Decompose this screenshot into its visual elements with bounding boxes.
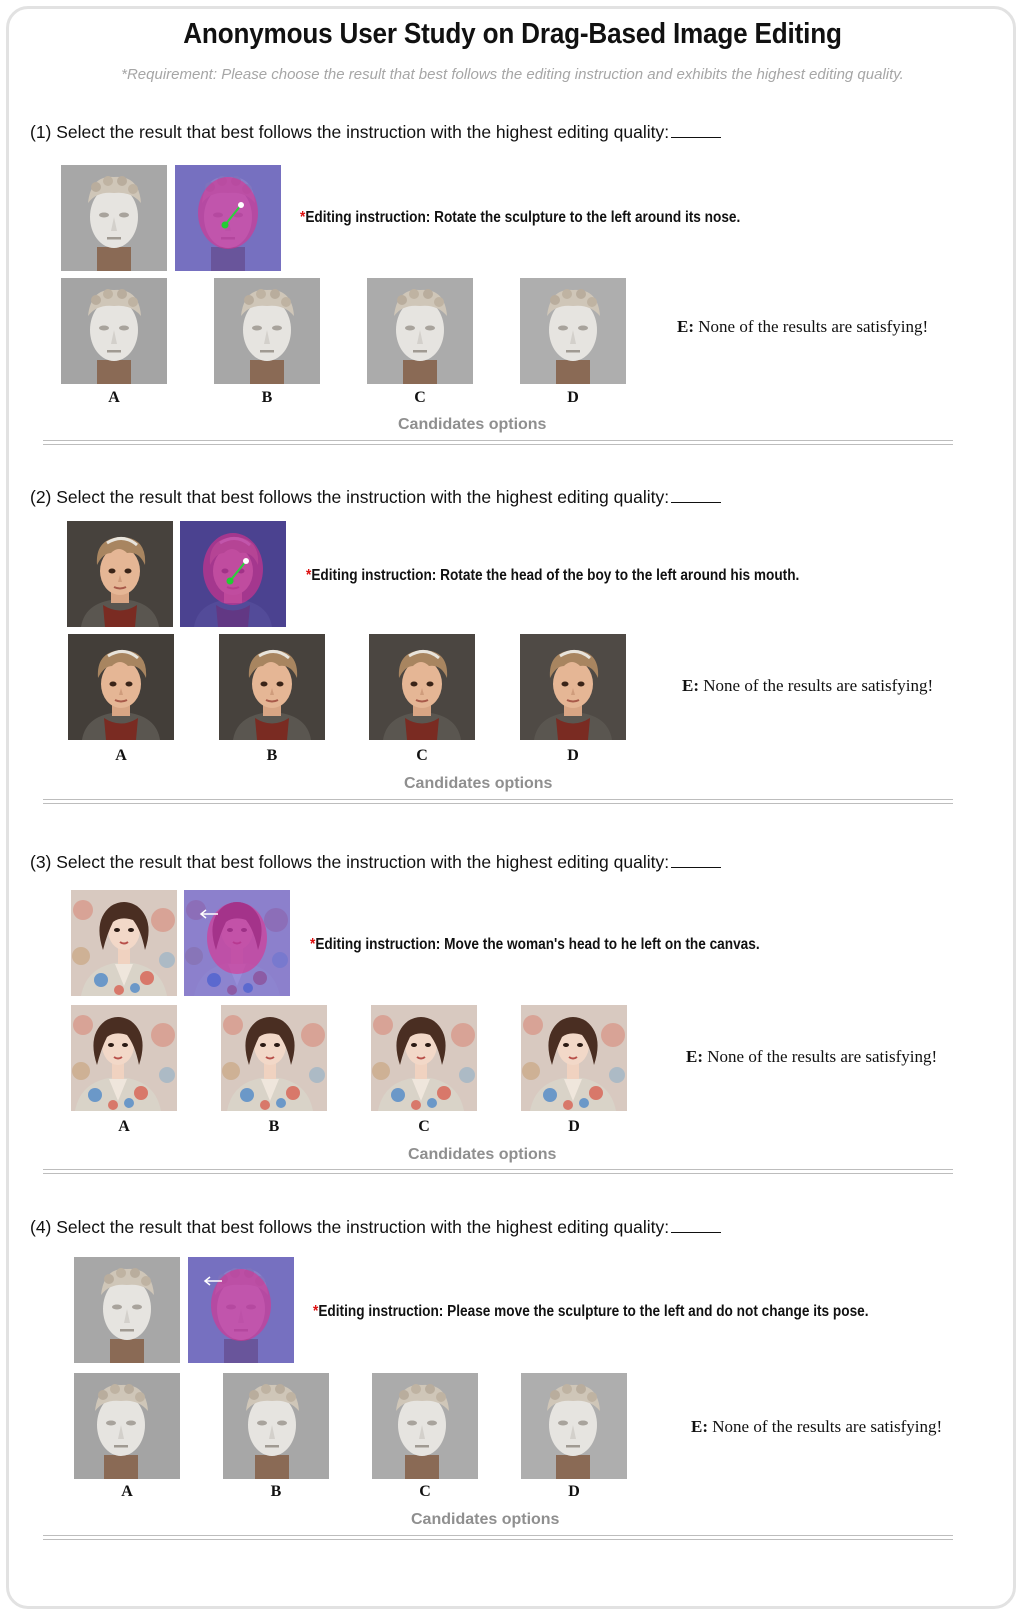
required-star: *	[313, 1303, 319, 1320]
required-star: *	[306, 567, 312, 584]
section-divider	[43, 440, 953, 445]
instruction-text: Editing instruction: Please move the sculpture to the left and do not change its pose.	[318, 1303, 869, 1320]
editing-instruction	[306, 567, 799, 585]
drag-instruction-image	[188, 1257, 294, 1363]
question-text: (3) Select the result that best follows the instruction with the highest editing quality:	[30, 852, 670, 872]
option-e-text: None of the results are satisfying!	[708, 1417, 943, 1436]
candidate-image-b[interactable]	[221, 1005, 327, 1111]
answer-blank[interactable]	[671, 123, 721, 138]
section-divider	[43, 1535, 953, 1540]
option-e[interactable]	[677, 317, 928, 337]
candidate-image-d[interactable]	[521, 1373, 627, 1479]
candidate-image-c[interactable]	[369, 634, 475, 740]
option-label-a[interactable]: A	[121, 1483, 133, 1500]
required-star: *	[300, 209, 306, 226]
source-image	[61, 165, 167, 271]
question-prompt	[30, 852, 721, 873]
candidates-caption: Candidates options	[408, 1146, 557, 1163]
editing-instruction	[300, 209, 740, 227]
question-text: (1) Select the result that best follows the instruction with the highest editing quality:	[30, 122, 670, 142]
instruction-text: Editing instruction: Move the woman's head to he left on the canvas.	[315, 936, 760, 953]
candidates-caption: Candidates options	[411, 1511, 560, 1528]
question-text: (4) Select the result that best follows the instruction with the highest editing quality:	[30, 1217, 670, 1237]
question-text: (2) Select the result that best follows the instruction with the highest editing quality:	[30, 487, 670, 507]
candidate-image-b[interactable]	[214, 278, 320, 384]
answer-blank[interactable]	[671, 1218, 721, 1233]
candidates-caption: Candidates options	[404, 775, 553, 792]
option-label-d[interactable]: D	[567, 389, 579, 406]
option-e[interactable]	[686, 1047, 937, 1067]
option-e-label: E:	[686, 1047, 703, 1066]
instruction-text: Editing instruction: Rotate the sculpture to the left around its nose.	[305, 209, 741, 226]
drag-instruction-image	[184, 890, 290, 996]
option-label-d[interactable]: D	[567, 747, 579, 764]
candidate-image-c[interactable]	[367, 278, 473, 384]
candidate-image-d[interactable]	[520, 634, 626, 740]
candidate-image-c[interactable]	[371, 1005, 477, 1111]
option-label-c[interactable]: C	[416, 747, 428, 764]
option-e-label: E:	[677, 317, 694, 336]
option-label-b[interactable]: B	[266, 747, 278, 764]
candidate-image-a[interactable]	[61, 278, 167, 384]
option-label-b[interactable]: B	[261, 389, 273, 406]
section-divider	[43, 799, 953, 804]
option-e[interactable]	[691, 1417, 942, 1437]
answer-blank[interactable]	[671, 853, 721, 868]
editing-instruction	[310, 936, 760, 954]
question-prompt	[30, 1217, 721, 1238]
answer-blank[interactable]	[671, 488, 721, 503]
option-label-c[interactable]: C	[414, 389, 426, 406]
option-label-b[interactable]: B	[268, 1118, 280, 1135]
option-label-b[interactable]: B	[270, 1483, 282, 1500]
option-e-label: E:	[682, 676, 699, 695]
candidate-image-b[interactable]	[223, 1373, 329, 1479]
option-e-text: None of the results are satisfying!	[699, 676, 934, 695]
candidate-image-c[interactable]	[372, 1373, 478, 1479]
required-star: *	[310, 936, 316, 953]
option-e-text: None of the results are satisfying!	[703, 1047, 938, 1066]
option-e[interactable]	[682, 676, 933, 696]
candidates-caption: Candidates options	[398, 416, 547, 433]
candidate-image-b[interactable]	[219, 634, 325, 740]
option-label-d[interactable]: D	[568, 1483, 580, 1500]
drag-instruction-image	[175, 165, 281, 271]
candidate-image-d[interactable]	[520, 278, 626, 384]
page-title: Anonymous User Study on Drag-Based Image Editing	[183, 18, 842, 50]
candidate-image-d[interactable]	[521, 1005, 627, 1111]
requirement-text: *Requirement: Please choose the result that best follows the editing instruction and exhibits the highest editing quality.	[121, 66, 904, 83]
option-label-a[interactable]: A	[118, 1118, 130, 1135]
option-e-text: None of the results are satisfying!	[694, 317, 929, 336]
source-image	[71, 890, 177, 996]
editing-instruction	[313, 1303, 869, 1321]
question-prompt	[30, 122, 721, 143]
instruction-text: Editing instruction: Rotate the head of the boy to the left around his mouth.	[311, 567, 800, 584]
option-label-c[interactable]: C	[418, 1118, 430, 1135]
candidate-image-a[interactable]	[71, 1005, 177, 1111]
drag-instruction-image	[180, 521, 286, 627]
candidate-image-a[interactable]	[68, 634, 174, 740]
section-divider	[43, 1169, 953, 1174]
question-prompt	[30, 487, 721, 508]
option-label-a[interactable]: A	[108, 389, 120, 406]
candidate-image-a[interactable]	[74, 1373, 180, 1479]
source-image	[74, 1257, 180, 1363]
source-image	[67, 521, 173, 627]
option-e-label: E:	[691, 1417, 708, 1436]
option-label-c[interactable]: C	[419, 1483, 431, 1500]
option-label-a[interactable]: A	[115, 747, 127, 764]
option-label-d[interactable]: D	[568, 1118, 580, 1135]
